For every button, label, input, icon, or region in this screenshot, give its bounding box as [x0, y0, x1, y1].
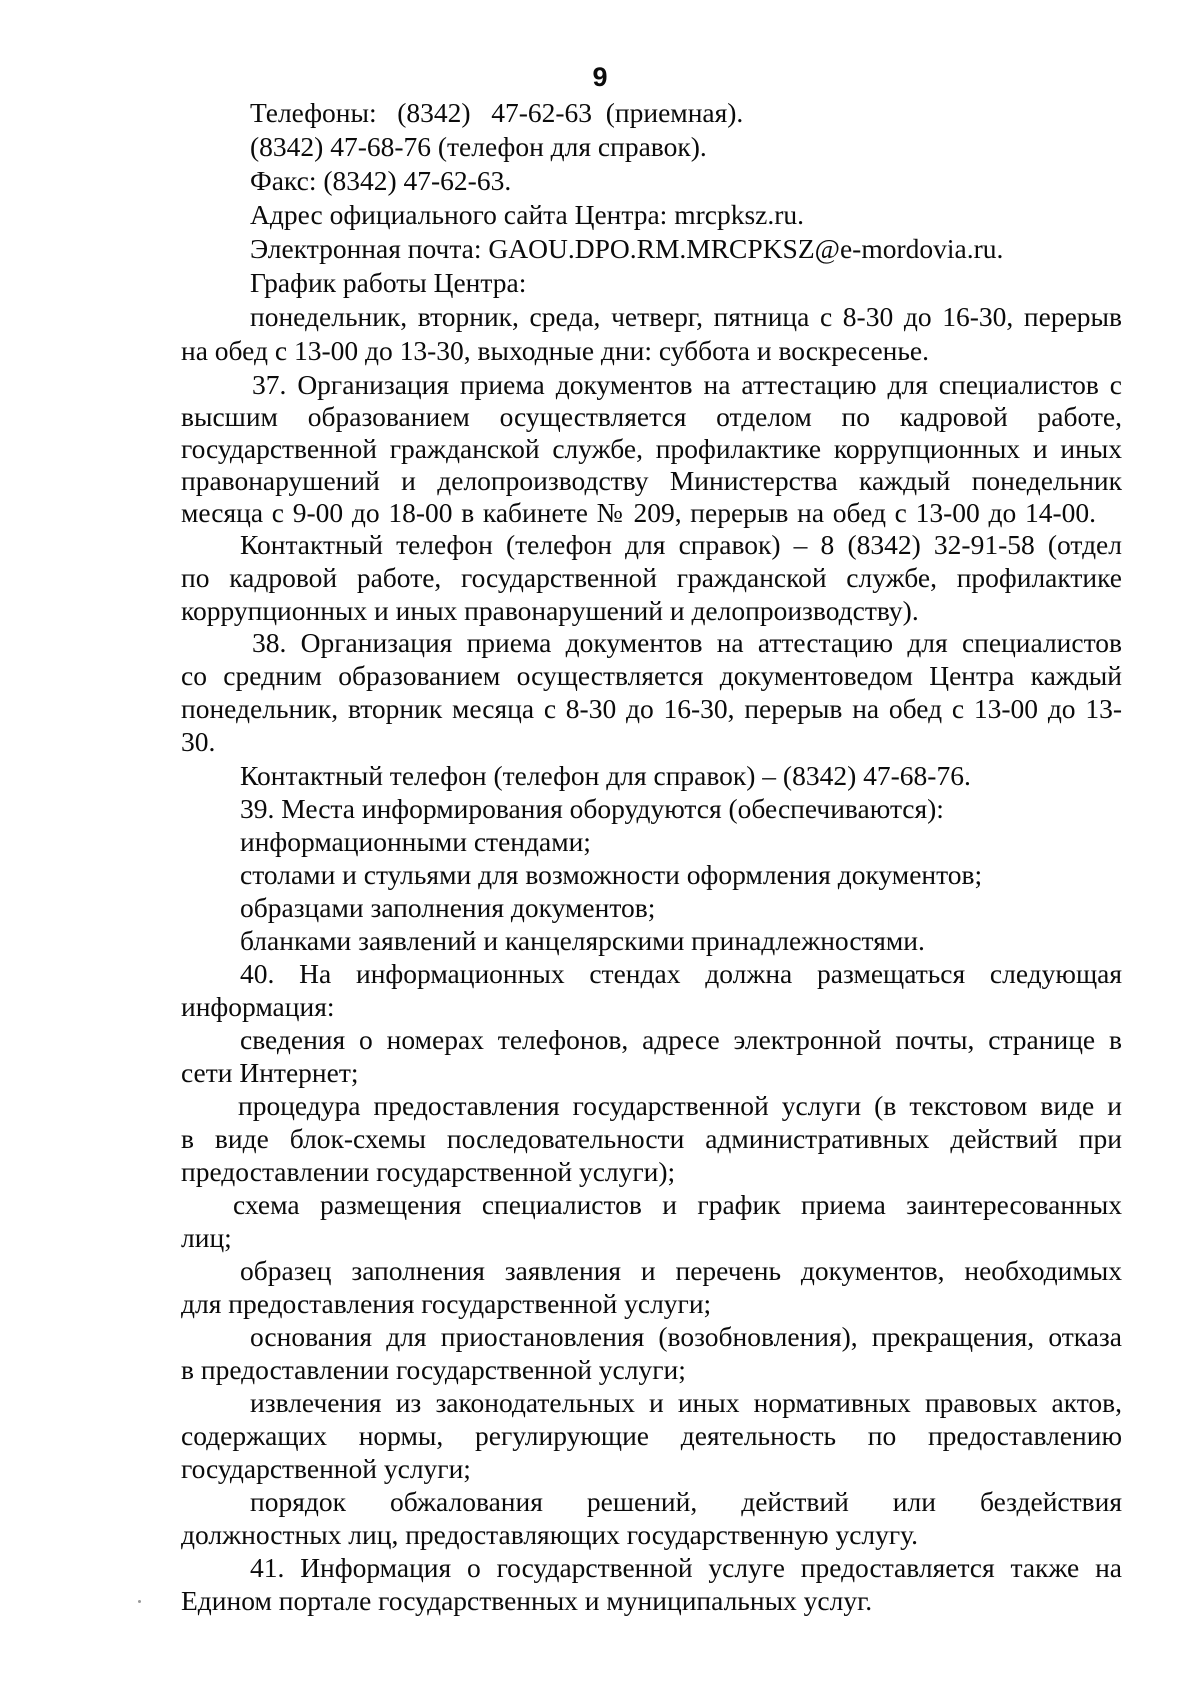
text-line: высшим образованием осуществляется отделом по кадровой работе,: [181, 401, 1122, 432]
text-line: со средним образованием осуществляется документоведом Центра каждый: [181, 660, 1122, 691]
text-line: 38. Организация приема документов на аттестацию для специалистов: [252, 627, 1122, 658]
text-line: Телефоны: (8342) 47-62-63 (приемная).: [250, 97, 744, 128]
text-line: Электронная почта: GAOU.DPO.RM.MRCPKSZ@e-mordovia.ru.: [250, 233, 1004, 264]
text-line: в виде блок-схемы последовательности административных действий при: [181, 1123, 1122, 1154]
text-line: правонарушений и делопроизводству Министерства каждый понедельник: [181, 465, 1122, 496]
page-number: 9: [592, 62, 608, 92]
text-line: (8342) 47-68-76 (телефон для справок).: [250, 131, 707, 162]
text-line: процедура предоставления государственной услуги (в текстовом виде и: [238, 1090, 1122, 1121]
text-line: Факс: (8342) 47-62-63.: [250, 165, 512, 196]
text-line: коррупционных и иных правонарушений и делопроизводству).: [181, 595, 919, 626]
text-line: месяца с 9-00 до 18-00 в кабинете № 209, перерыв на обед с 13-00 до 14-00.: [181, 497, 1096, 528]
text-line: основания для приостановления (возобновления), прекращения, отказа: [250, 1321, 1122, 1352]
text-line: График работы Центра:: [250, 267, 527, 298]
text-line: понедельник, вторник месяца с 8-30 до 16-30, перерыв на обед с 13-00 до 13-: [181, 693, 1122, 724]
scan-speck: [138, 1600, 141, 1603]
text-line: Едином портале государственных и муниципальных услуг.: [181, 1585, 873, 1616]
text-line: 39. Места информирования оборудуются (обеспечиваются):: [240, 793, 944, 824]
text-line: в предоставлении государственной услуги;: [181, 1354, 686, 1385]
text-line: содержащих нормы, регулирующие деятельность по предоставлению: [181, 1420, 1122, 1451]
text-line: государственной гражданской службе, профилактике коррупционных и иных: [181, 433, 1122, 464]
text-line: предоставлении государственной услуги);: [181, 1156, 676, 1187]
text-line: схема размещения специалистов и график приема заинтересованных: [233, 1189, 1122, 1220]
text-line: информация:: [181, 991, 335, 1022]
text-line: 30.: [181, 726, 216, 757]
text-line: Контактный телефон (телефон для справок) – (8342) 47-68-76.: [240, 760, 971, 791]
text-line: порядок обжалования решений, действий или бездействия: [250, 1486, 1122, 1517]
text-line: должностных лиц, предоставляющих государственную услугу.: [181, 1519, 919, 1550]
text-line: столами и стульями для возможности оформления документов;: [240, 859, 983, 890]
text-line: сети Интернет;: [181, 1057, 359, 1088]
text-line: извлечения из законодательных и иных нормативных правовых актов,: [250, 1387, 1122, 1418]
text-line: на обед с 13-00 до 13-30, выходные дни: суббота и воскресенье.: [181, 335, 930, 366]
text-line: Контактный телефон (телефон для справок) – 8 (8342) 32-91-58 (отдел: [240, 529, 1122, 560]
text-line: бланками заявлений и канцелярскими принадлежностями.: [240, 925, 925, 956]
text-line: 41. Информация о государственной услуге предоставляется также на: [250, 1552, 1122, 1583]
text-line: Адрес официального сайта Центра: mrcpksz.ru.: [250, 199, 805, 230]
text-line: сведения о номерах телефонов, адресе электронной почты, странице в: [240, 1024, 1122, 1055]
text-line: лиц;: [181, 1222, 232, 1253]
text-line: информационными стендами;: [240, 826, 591, 857]
text-line: по кадровой работе, государственной гражданской службе, профилактике: [181, 562, 1122, 593]
text-line: понедельник, вторник, среда, четверг, пятница с 8-30 до 16-30, перерыв: [250, 301, 1122, 332]
text-line: образец заполнения заявления и перечень документов, необходимых: [240, 1255, 1122, 1286]
text-line: для предоставления государственной услуги;: [181, 1288, 712, 1319]
text-line: государственной услуги;: [181, 1453, 471, 1484]
text-line: 40. На информационных стендах должна размещаться следующая: [240, 958, 1122, 989]
text-line: 37. Организация приема документов на аттестацию для специалистов с: [252, 369, 1122, 400]
text-line: образцами заполнения документов;: [240, 892, 656, 923]
